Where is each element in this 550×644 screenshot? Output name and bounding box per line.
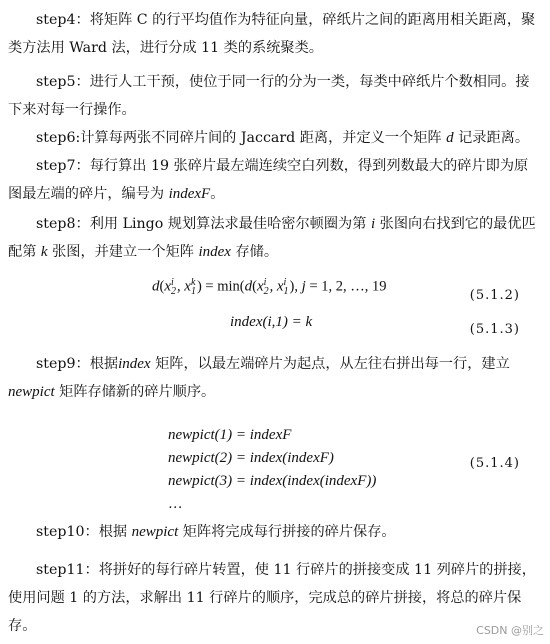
eq1-sub-2: 2 <box>171 286 177 297</box>
step6-text-a: :计算每两张不同碎片间的 Jaccard 距离，并定义一个矩阵 <box>75 130 447 146</box>
eq1-supsub-d <box>284 278 289 296</box>
step8-var-k: k <box>40 244 48 260</box>
watermark: CSDN @别之 <box>476 624 544 637</box>
eq1-sub-2-b: 2 <box>263 286 269 297</box>
eq4-line-1 <box>168 424 376 447</box>
eq2-rhs: = k <box>287 314 313 330</box>
step5-text: ：进行人工干预，使位于同一行的分为一类，每类中碎纸片个数相同。接下来对每一行操作。 <box>8 74 530 118</box>
step10-text-b: 矩阵将完成每行拼接的碎片保存。 <box>178 524 396 540</box>
eq1-range: = 1, 2, …, 19 <box>305 278 387 295</box>
eq4-line-2-text: newpict(2) = index(indexF) <box>168 450 334 466</box>
step8-var-index: index <box>198 244 231 260</box>
equation-5-1-4 <box>168 424 376 516</box>
eq1-tail: ), <box>289 278 302 295</box>
step9-text-b: 矩阵，以最左端碎片为起点，从左往右拼出每一行，建立 <box>150 356 510 372</box>
step9-var-index: index <box>118 356 151 372</box>
step6-paragraph <box>8 124 542 152</box>
eq1-x-4: x <box>276 278 284 295</box>
step9-label: step9 <box>36 356 76 372</box>
eq1-sup-i: i <box>171 277 174 288</box>
eq1-d-2: d <box>244 278 253 295</box>
eq4-line-3-text: newpict(3) = index(index(indexF)) <box>168 473 377 489</box>
eq1-supsub-c <box>264 278 269 296</box>
eq1-sup-i-2: i <box>263 277 267 288</box>
step4-label: step4 <box>36 12 76 28</box>
step9-text-a: ：根据 <box>75 356 119 372</box>
step5-label: step5 <box>36 74 76 90</box>
step7-text-a: ：每行算出 19 张碎片最左端连续空白列数，得到列数最大的碎片即为原图最左端的碎片，编号为 <box>8 158 529 202</box>
step7-var-indexF: indexF <box>168 186 211 202</box>
step8-text-d: 存储。 <box>230 244 279 260</box>
eq4-line-2 <box>168 447 376 470</box>
step10-text-a: ：根据 <box>84 524 132 540</box>
equation-number-5-1-3: (5.1.3) <box>469 322 520 337</box>
step7-label: step7 <box>36 158 76 174</box>
step6-label: step6 <box>36 130 76 146</box>
eq2-args: (i,1) <box>262 314 288 330</box>
eq1-x-2: x <box>184 278 191 295</box>
step11-label: step11 <box>36 562 85 578</box>
step6-text-b: 记录距离。 <box>453 130 530 146</box>
equation-number-5-1-4: (5.1.4) <box>469 456 520 471</box>
eq4-line-1-text: newpict(1) = indexF <box>168 427 292 443</box>
step10-paragraph <box>8 518 542 546</box>
step10-label: step10 <box>36 524 85 540</box>
step8-text-a: ：利用 Lingo 规划算法求最佳哈密尔顿圈为第 <box>75 216 371 232</box>
step9-var-newpict: newpict <box>8 384 55 400</box>
step7-paragraph <box>8 152 542 208</box>
eq1-x: x <box>164 278 172 295</box>
eq1-supsub-b <box>191 278 196 296</box>
eq1-sup-i-3: i <box>283 277 287 288</box>
step11-paragraph <box>8 556 542 640</box>
step8-label: step8 <box>36 216 76 232</box>
eq1-sup-k: k <box>190 277 196 288</box>
step9-text-c: 矩阵存储新的碎片顺序。 <box>54 384 216 400</box>
eq1-x-3: x <box>256 278 264 295</box>
step4-text: ：将矩阵 C 的行平均值作为特征向量，碎纸片之间的距离用相关距离，聚类方法用 Ward 法，进行分成 11 类的系统聚类。 <box>8 12 536 56</box>
eq1-j: j <box>301 278 306 295</box>
eq2-index: index <box>230 314 263 330</box>
step8-text-b: 张图向右找到它的最优匹配第 <box>8 216 536 260</box>
eq1-d: d <box>152 278 160 295</box>
eq1-sub-1-b: 1 <box>283 286 289 297</box>
eq1-sub-1: 1 <box>190 286 196 297</box>
equation-number-5-1-2: (5.1.2) <box>469 288 520 303</box>
step11-text: ：将拼好的每行碎片转置，使 11 行碎片的拼接变成 11 列碎片的拼接，使用问题 1 的方法，求解出 11 行碎片的顺序，完成总的碎片拼接，将总的碎片保存。 <box>8 562 536 634</box>
eq4-line-4: … <box>168 496 183 512</box>
eq1-supsub-a <box>171 278 176 296</box>
step9-paragraph <box>8 350 542 406</box>
equation-5-1-3 <box>230 314 312 331</box>
step8-text-c: 张图，并建立一个矩阵 <box>47 244 199 260</box>
step7-text-b: 。 <box>210 186 225 202</box>
eq4-line-3 <box>168 470 376 493</box>
eq1-mid: = min( <box>201 278 245 295</box>
step6-var-d: d <box>446 130 454 146</box>
equation-5-1-2: d(x i 2 , x k 1 ) = min(d(x i 2 , x i 1 ), j = 1, 2, …, 19 <box>152 277 387 297</box>
step8-paragraph <box>8 210 542 266</box>
step4-paragraph <box>8 6 542 62</box>
step10-var-newpict: newpict <box>131 524 179 540</box>
step8-var-i: i <box>370 216 376 232</box>
step5-paragraph <box>8 68 542 124</box>
